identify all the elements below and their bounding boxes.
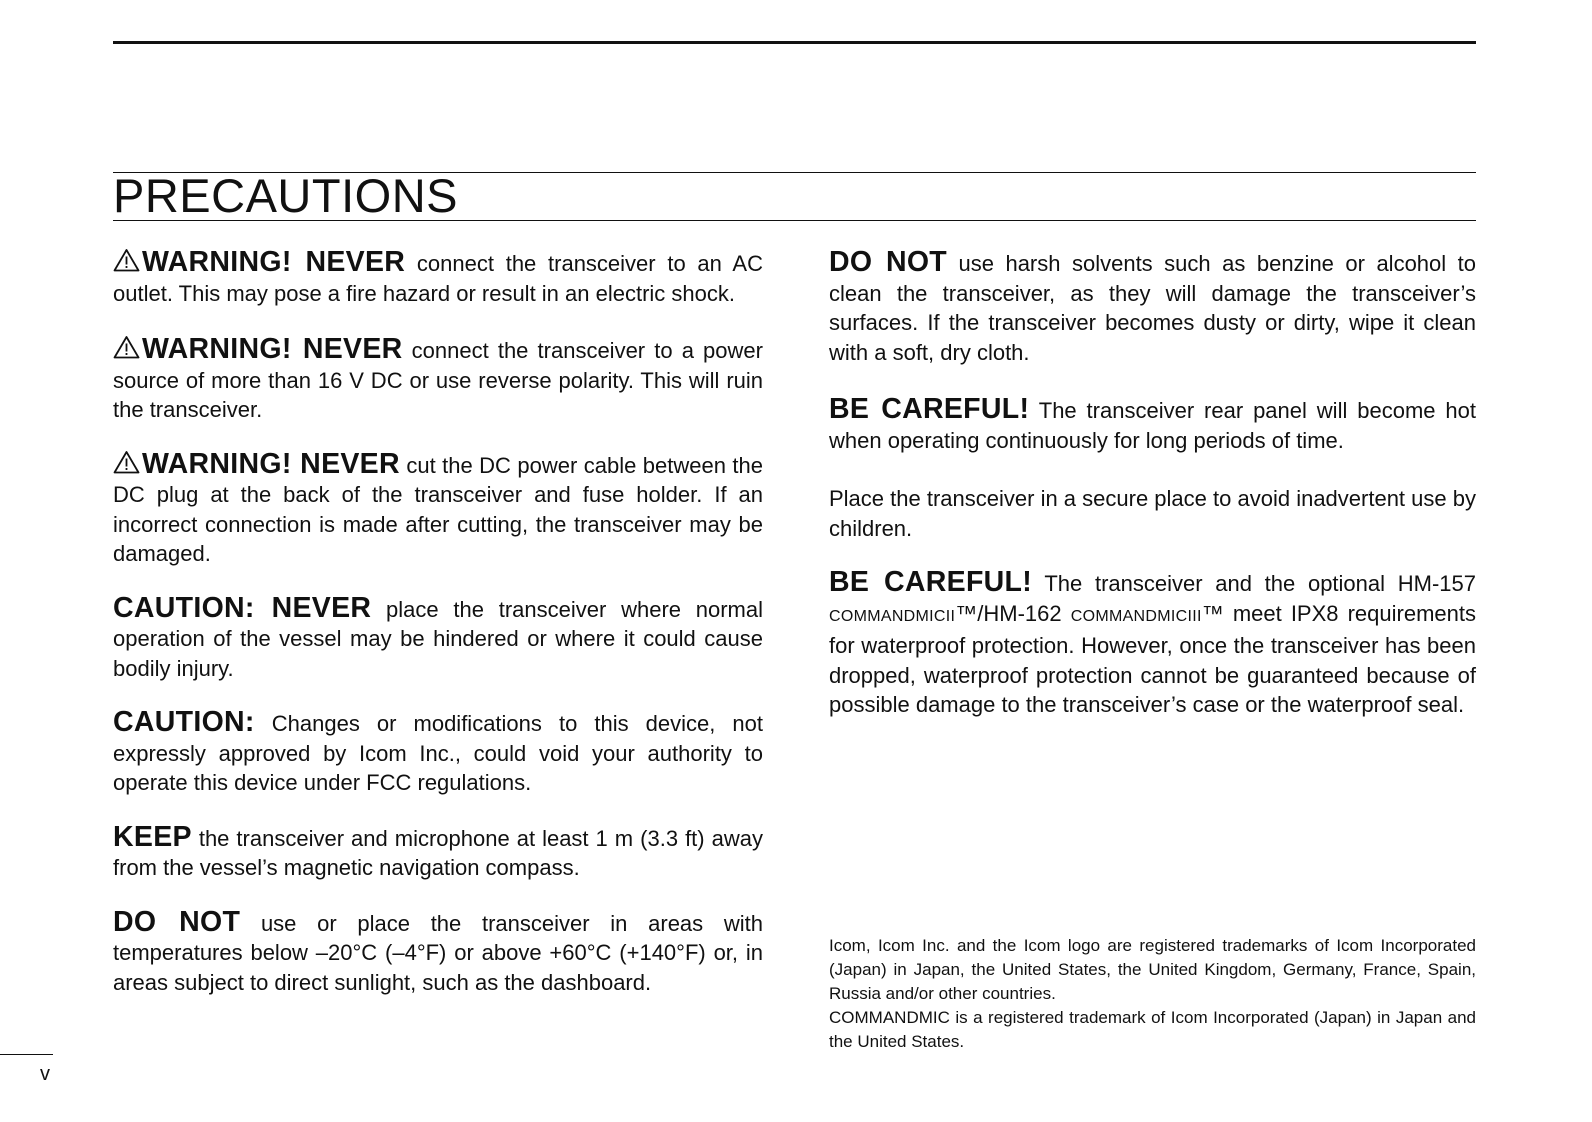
precaution-item xyxy=(829,248,1476,367)
precaution-item xyxy=(113,591,764,684)
page-number-rule xyxy=(0,1054,53,1055)
trademark-footnote xyxy=(829,934,1476,1054)
page-number: v xyxy=(40,1063,50,1085)
precaution-text: ™ meet IPX8 requirements for waterproof protection. However, once the transceiver has been dropped, waterproof protection cannot be guaranteed because of possible damage to the transceiver’s case or the waterproof seal. xyxy=(829,600,1476,717)
precaution-text: Changes or modifications to this device, not expressly approved by Icom Inc., could void your authority to operate this device under FCC regulations. xyxy=(113,711,763,795)
precaution-item xyxy=(829,568,1476,720)
left-column xyxy=(113,248,763,997)
precaution-text: place the transceiver where normal operation of the vessel may be hindered or where it could cause bodily injury. xyxy=(113,596,764,681)
precaution-lead: BE CAREFUL! xyxy=(829,566,1033,598)
precaution-text: ™/HM-162 xyxy=(955,600,1071,626)
precaution-item xyxy=(113,820,763,883)
precaution-lead: WARNING! NEVER xyxy=(142,246,406,278)
precaution-text: cut the DC power cable between the DC plug at the back of the transceiver and fuse holder. If an incorrect connection is made after cutting, the transceiver may be damaged. xyxy=(113,452,764,566)
precaution-text: Place the transceiver in a secure place to avoid inadvertent use by children. xyxy=(829,486,1476,541)
product-name: COMMANDMICII xyxy=(829,607,956,625)
trademark-line-1: Icom, Icom Inc. and the Icom logo are registered trademarks of Icom Incorporated (Japan) in Japan, the United States, the United Kingdom, Germany, France, Spain, Russia and/or other countries. xyxy=(829,936,1476,1003)
right-column xyxy=(829,248,1476,720)
warning-triangle-icon xyxy=(113,450,140,474)
precaution-text: use or place the transceiver in areas with temperatures below –20°C (–4°F) or above +60°C (+140°F) or, in areas subject to direct sunlight, such as the dashboard. xyxy=(113,910,763,995)
precaution-item xyxy=(113,708,763,798)
precaution-lead: DO NOT xyxy=(829,246,948,278)
precaution-lead: KEEP xyxy=(113,820,192,853)
precaution-item xyxy=(829,395,1476,455)
header-rule xyxy=(113,41,1476,44)
precaution-item xyxy=(113,905,763,998)
product-name: COMMANDMICIII xyxy=(1070,607,1202,625)
precaution-text: The transceiver rear panel will become hot when operating continuously for long periods of time. xyxy=(829,398,1476,453)
title-rule-bottom xyxy=(113,220,1476,221)
precaution-lead: CAUTION: NEVER xyxy=(113,591,372,624)
precaution-text: The transceiver and the optional HM-157 xyxy=(1032,571,1476,596)
precaution-text: use harsh solvents such as benzine or alcohol to clean the transceiver, as they will damage the transceiver’s surfaces. If the transceiver becomes dusty or dirty, wipe it clean with a soft, dry cloth. xyxy=(829,251,1476,365)
precaution-item xyxy=(829,484,1476,543)
precaution-item xyxy=(113,335,763,425)
precaution-text: the transceiver and microphone at least 1 m (3.3 ft) away from the vessel’s magnetic navigation compass. xyxy=(113,825,763,880)
trademark-line-2: COMMANDMIC is a registered trademark of Icom Incorporated (Japan) in Japan and the United States. xyxy=(829,1008,1476,1051)
precaution-item xyxy=(113,248,763,308)
warning-triangle-icon xyxy=(113,335,140,359)
precaution-lead: BE CAREFUL! xyxy=(829,393,1030,425)
precaution-text: connect the transceiver to a power source of more than 16 V DC or use reverse polarity. This will ruin the transceiver. xyxy=(113,338,763,422)
page-title: PRECAUTIONS xyxy=(113,169,458,222)
precaution-lead: DO NOT xyxy=(113,905,241,938)
precaution-lead: WARNING! NEVER xyxy=(142,447,400,480)
precaution-item xyxy=(113,447,764,569)
precaution-lead: CAUTION: xyxy=(113,706,255,738)
warning-triangle-icon xyxy=(113,248,140,272)
precaution-text: connect the transceiver to an AC outlet. This may pose a fire hazard or result in an electric shock. xyxy=(113,251,763,306)
precaution-lead: WARNING! NEVER xyxy=(142,333,403,365)
